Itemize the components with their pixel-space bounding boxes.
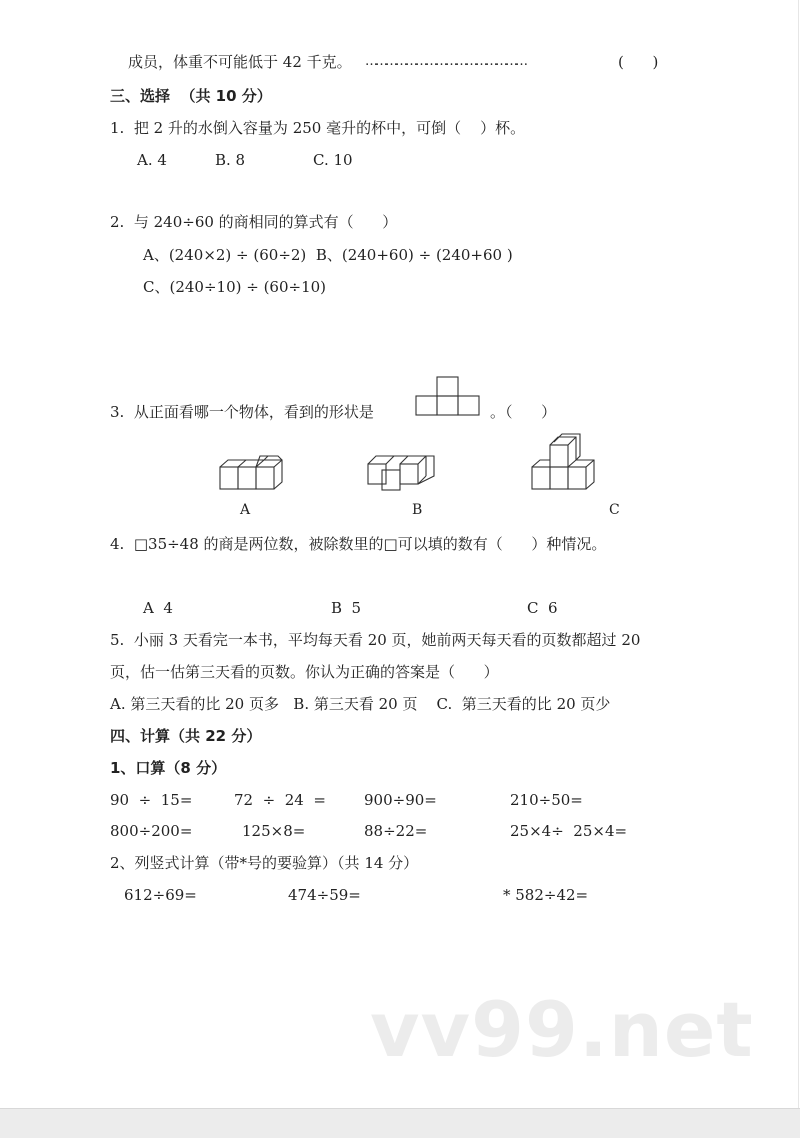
top-line-dots: …………………………………………	[365, 54, 525, 69]
oral-calc-title: 1、口算（8 分）	[110, 759, 227, 777]
oral-calc-r2-c3: 88÷22=	[364, 822, 428, 840]
section3-title: 三、选择 （共 10 分）	[110, 87, 272, 105]
vertical-calc-2: 474÷59=	[288, 886, 361, 904]
top-line-paren: ( )	[618, 53, 659, 71]
object-c-drawing	[528, 434, 604, 492]
q5-line1: 5. 小丽 3 天看完一本书，平均每天看 20 页，她前两天每天看的页数都超过 20	[110, 631, 641, 649]
q3-paren: 。（ ）	[490, 403, 557, 421]
watermark-text: vv99.net	[370, 985, 754, 1074]
q3-front-view-shape	[415, 376, 481, 418]
top-line-text: 成员，体重不可能低于 42 千克。	[128, 53, 352, 71]
vertical-calc-3: * 582÷42=	[503, 886, 589, 904]
object-b-drawing	[365, 452, 437, 492]
vertical-calc-title: 2、列竖式计算（带*号的要验算）（共 14 分）	[110, 854, 419, 872]
q2-text: 2. 与 240÷60 的商相同的算式有（ ）	[110, 213, 398, 231]
oral-calc-r2-c4: 25×4÷ 25×4=	[510, 822, 628, 840]
q4-text: 4. □35÷48 的商是两位数，被除数里的□可以填的数有（ ）种情况。	[110, 535, 607, 553]
q1-option-a: A. 4	[137, 151, 167, 169]
q3-text: 3. 从正面看哪一个物体，看到的形状是	[110, 403, 374, 421]
object-b-label: B	[412, 502, 423, 518]
oral-calc-r1-c4: 210÷50=	[510, 791, 583, 809]
q1-option-b: B. 8	[215, 151, 246, 169]
object-a-drawing	[218, 454, 290, 492]
oral-calc-r2-c1: 800÷200=	[110, 822, 193, 840]
oral-calc-r1-c3: 900÷90=	[364, 791, 437, 809]
viewer-bottom-bar	[0, 1108, 800, 1138]
oral-calc-r2-c2: 125×8=	[242, 822, 306, 840]
vertical-calc-1: 612÷69=	[124, 886, 197, 904]
q4-option-c: C 6	[527, 599, 558, 617]
object-c-label: C	[609, 502, 620, 518]
section4-title: 四、计算（共 22 分）	[110, 727, 262, 745]
object-a-label: A	[240, 502, 251, 518]
q5-line2: 页，估一估第三天看的页数。你认为正确的答案是（ ）	[110, 663, 499, 681]
oral-calc-r1-c1: 90 ÷ 15=	[110, 791, 193, 809]
q1-text: 1. 把 2 升的水倒入容量为 250 毫升的杯中，可倒（ ）杯。	[110, 119, 526, 137]
q2-options-line2: C、(240÷10) ÷ (60÷10)	[143, 278, 327, 296]
q4-option-a: A 4	[143, 599, 173, 617]
q2-options-line1: A、(240×2) ÷ (60÷2) B、(240+60) ÷ (240+60 )	[143, 246, 513, 264]
q4-option-b: B 5	[331, 599, 362, 617]
q1-option-c: C. 10	[313, 151, 353, 169]
q5-options: A. 第三天看的比 20 页多 B. 第三天看 20 页 C. 第三天看的比 20 页少	[110, 695, 611, 713]
oral-calc-r1-c2: 72 ÷ 24 =	[234, 791, 326, 809]
